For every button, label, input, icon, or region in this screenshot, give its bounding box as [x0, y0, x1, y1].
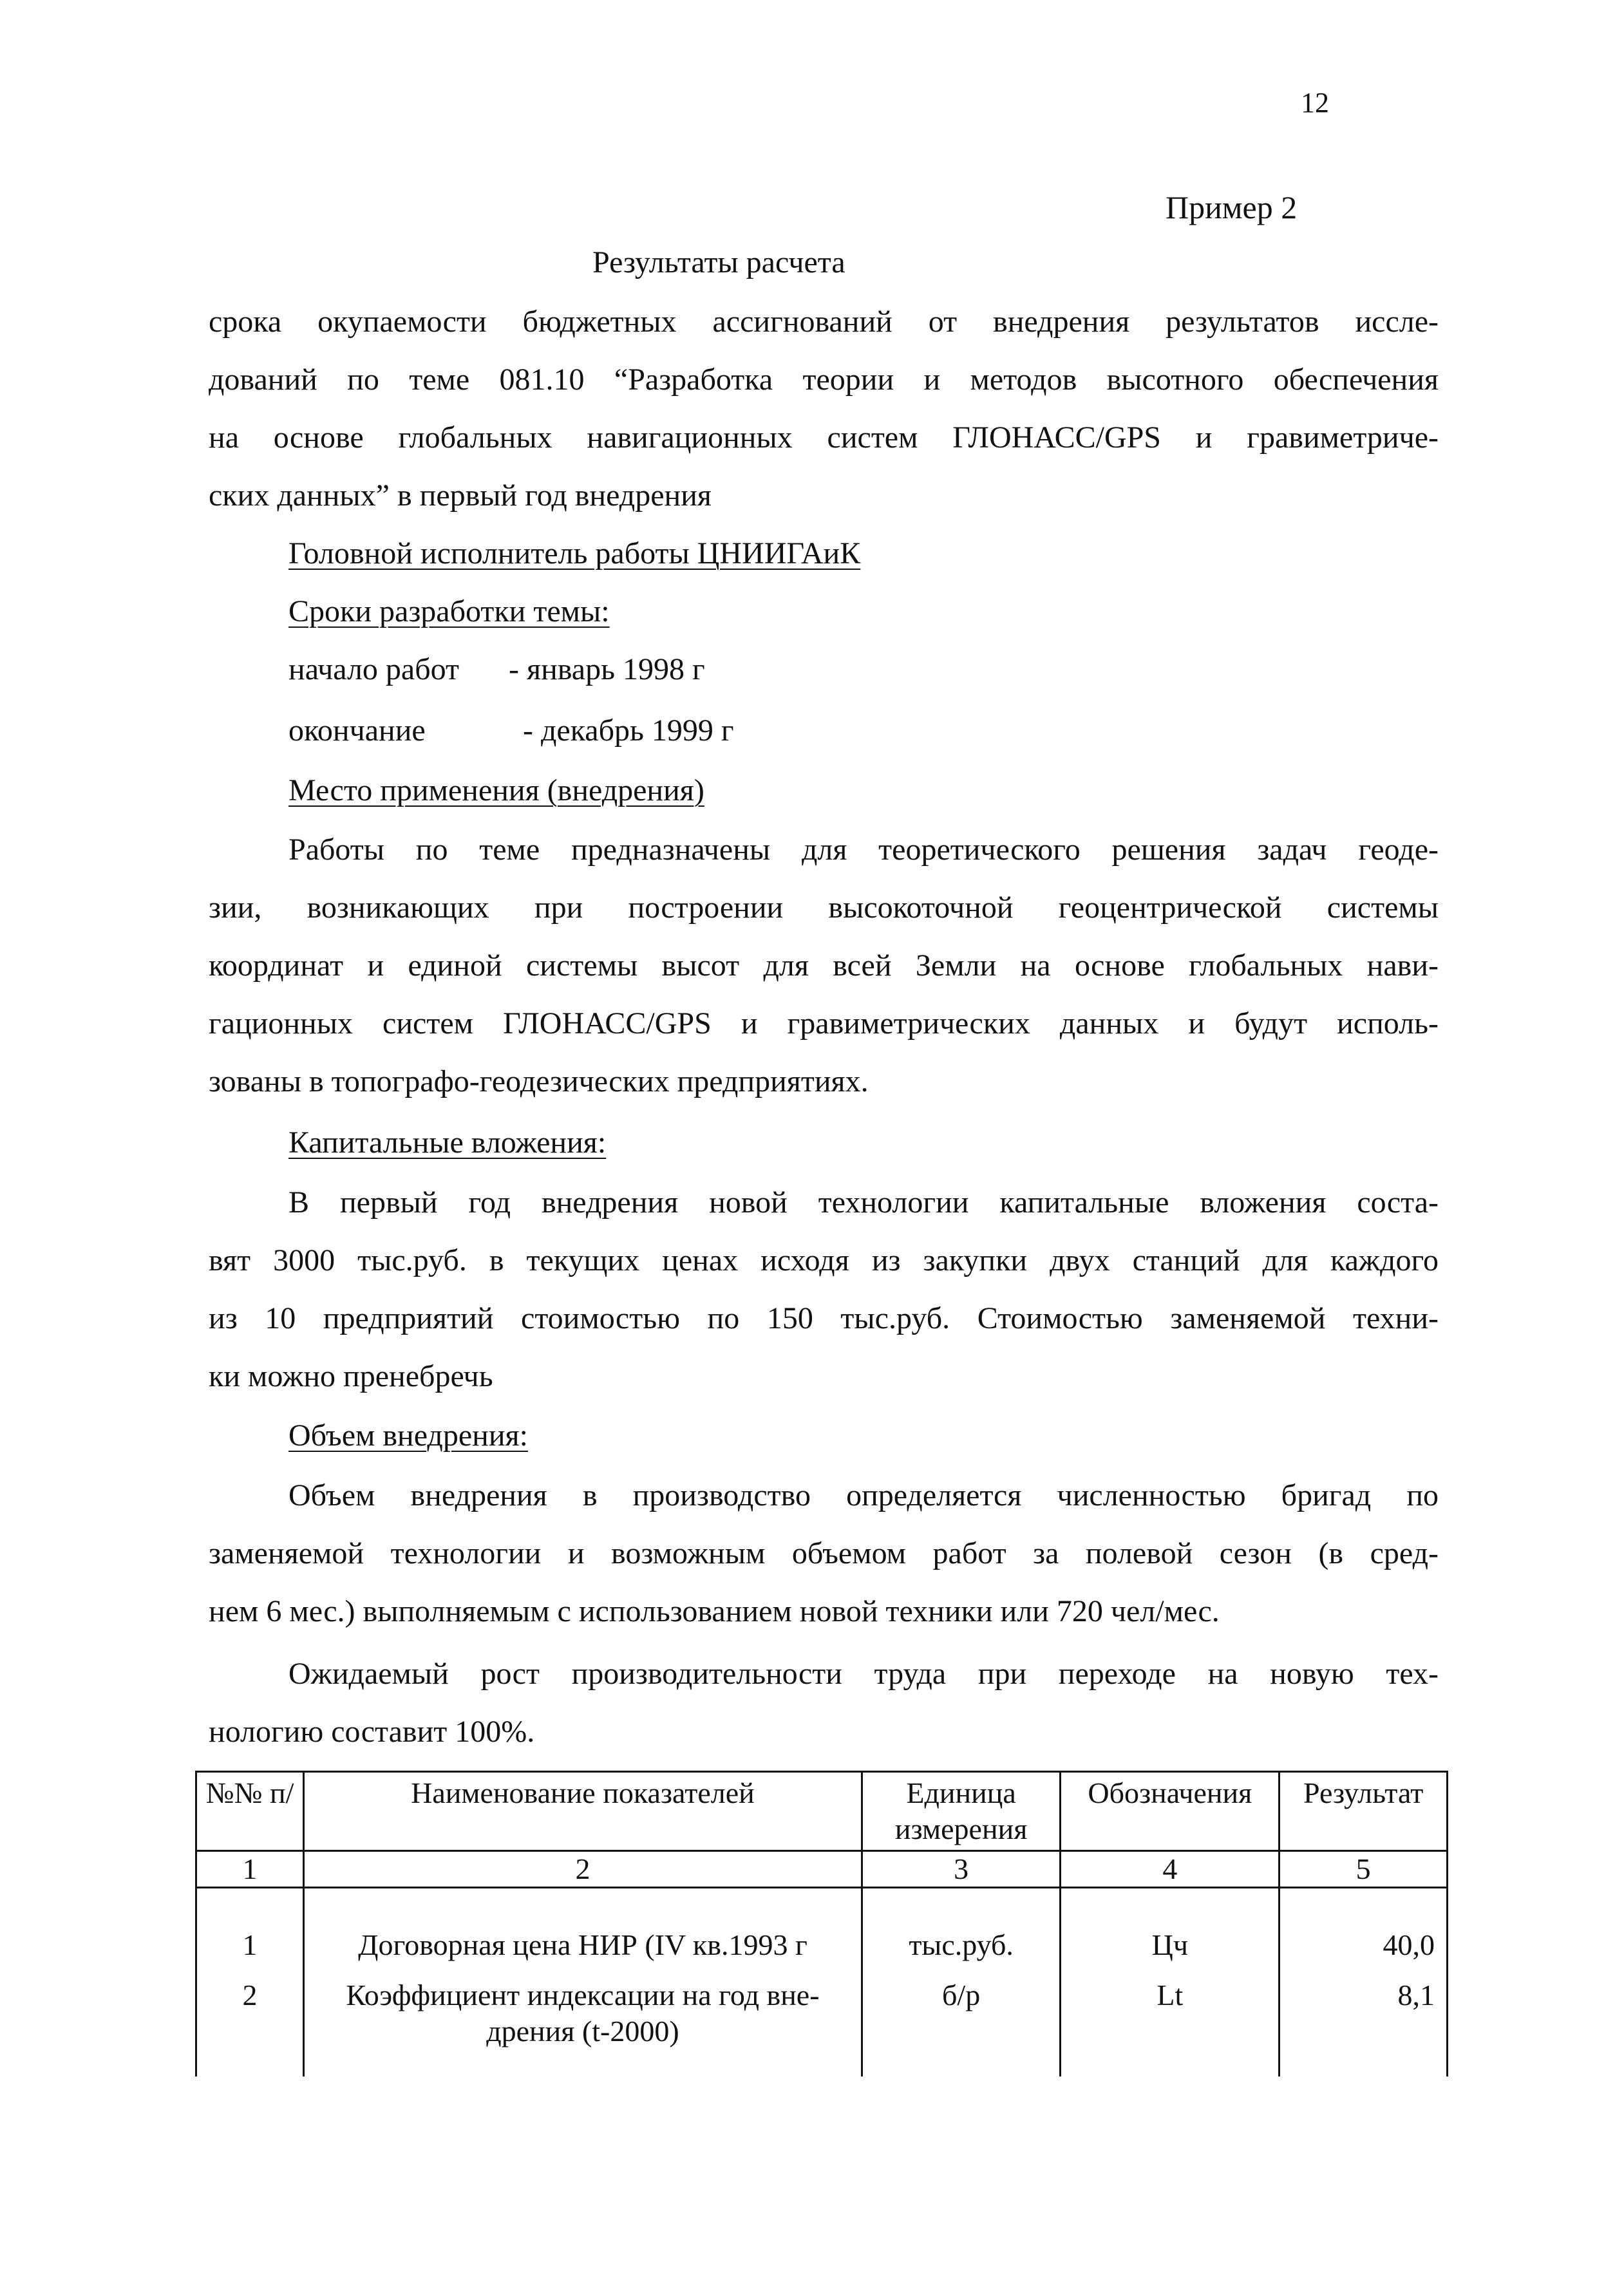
document-title: Результаты расчета [592, 245, 845, 279]
table-header-row [196, 1772, 1448, 1851]
volume-heading: Объем внедрения: [288, 1418, 528, 1453]
table-row [196, 1888, 1448, 1966]
end-label: окончание [288, 713, 426, 748]
row-number: 1 [196, 1888, 304, 1966]
place-line: гационных систем ГЛОНАСС/GPS и гравиметрических данных и будут исполь- [209, 1006, 1439, 1040]
growth-line: нологию составит 100%. [209, 1715, 535, 1749]
head-executor: Головной исполнитель работы ЦНИИГАиК [288, 536, 861, 570]
volume-line: нем 6 мес.) выполняемым с использованием новой техники или 720 чел/мес. [209, 1594, 1220, 1628]
example-label: Пример 2 [1166, 189, 1298, 225]
indicator-name: Договорная цена НИР (IV кв.1993 г [304, 1888, 862, 1966]
place-heading: Место применения (внедрения) [288, 773, 704, 807]
capital-line: вят 3000 тыс.руб. в текущих ценах исходя из закупки двух станций для каждого [209, 1243, 1439, 1277]
intro-line: дований по теме 081.10 “Разработка теории и методов высотного обеспечения [209, 362, 1439, 397]
start-label: начало работ [288, 652, 459, 686]
column-number: 5 [1279, 1851, 1448, 1888]
unit: б/р [862, 1966, 1061, 2076]
header-number: №№ п/ [196, 1772, 304, 1851]
place-line: координат и единой системы высот для всей Земли на основе глобальных нави- [209, 948, 1439, 983]
result-value: 8,1 [1279, 1966, 1448, 2076]
header-unit: Единица измерения [862, 1772, 1061, 1851]
result-value: 40,0 [1279, 1888, 1448, 1966]
column-number: 2 [304, 1851, 862, 1888]
intro-line: срока окупаемости бюджетных ассигнований от внедрения результатов иссле- [209, 305, 1439, 339]
column-number-row [196, 1851, 1448, 1888]
volume-line: заменяемой технологии и возможным объемом работ за полевой сезон (в сред- [209, 1536, 1439, 1570]
indicator-name: Коэффициент индексации на год вне-дрения (t-2000) [304, 1966, 862, 2076]
start-value: - январь 1998 г [509, 652, 705, 686]
results-table [195, 1771, 1448, 2076]
place-line: зованы в топографо-геодезических предприятиях. [209, 1064, 869, 1098]
unit: тыс.руб. [862, 1888, 1061, 1966]
symbol: Lt [1061, 1966, 1279, 2076]
growth-line: Ожидаемый рост производительности труда при переходе на новую тех- [288, 1657, 1439, 1691]
column-number: 4 [1061, 1851, 1279, 1888]
capital-line: ки можно пренебречь [209, 1359, 493, 1393]
place-line: Работы по теме предназначены для теоретического решения задач геоде- [288, 833, 1439, 867]
capital-line: из 10 предприятий стоимостью по 150 тыс.руб. Стоимостью заменяемой техни- [209, 1301, 1439, 1335]
column-number: 1 [196, 1851, 304, 1888]
capital-line: В первый год внедрения новой технологии капитальные вложения соста- [288, 1185, 1439, 1219]
row-number: 2 [196, 1966, 304, 2076]
intro-line: ских данных” в первый год внедрения [209, 478, 712, 513]
intro-line: на основе глобальных навигационных систем ГЛОНАСС/GPS и гравиметриче- [209, 420, 1439, 455]
end-value: - декабрь 1999 г [523, 713, 734, 748]
table-row [196, 1966, 1448, 2076]
volume-line: Объем внедрения в производство определяется численностью бригад по [288, 1478, 1439, 1512]
place-line: зии, возникающих при построении высокоточной геоцентрической системы [209, 890, 1439, 925]
page-number: 12 [1301, 87, 1329, 118]
dev-terms-heading: Сроки разработки темы: [288, 594, 610, 628]
header-indicator-name: Наименование показателей [304, 1772, 862, 1851]
header-symbol: Обозначения [1061, 1772, 1279, 1851]
column-number: 3 [862, 1851, 1061, 1888]
header-result: Результат [1279, 1772, 1448, 1851]
symbol: Цч [1061, 1888, 1279, 1966]
capital-heading: Капитальные вложения: [288, 1125, 607, 1160]
